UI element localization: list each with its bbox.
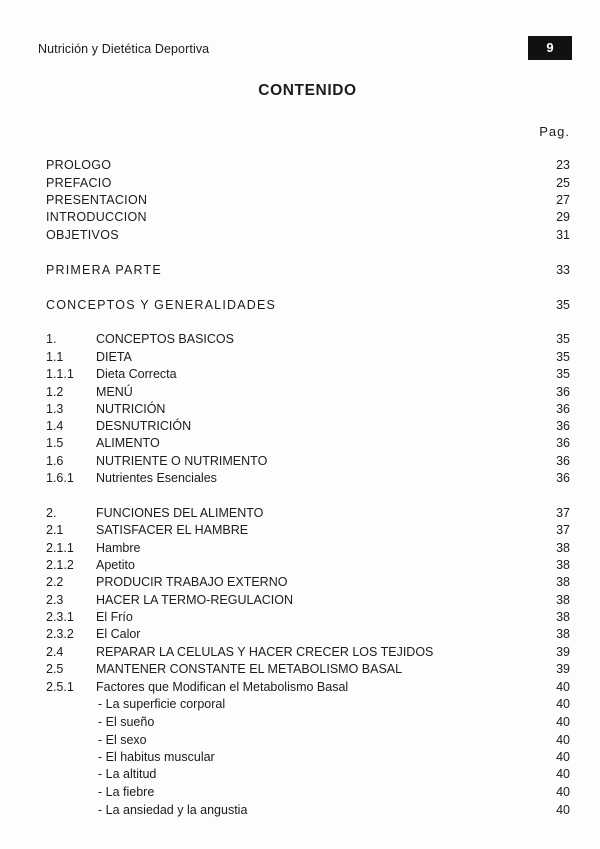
toc-entry-label: PRESENTACION <box>46 193 148 207</box>
toc-entry-label: - El sexo <box>98 733 147 747</box>
toc-entry-page: 38 <box>556 627 570 641</box>
toc-entry-number: 1.5 <box>46 436 64 450</box>
toc-entry-number: 2.4 <box>46 645 64 659</box>
toc-entry-page: 35 <box>556 332 570 346</box>
toc-entry <box>46 522 570 539</box>
toc-entry-page: 40 <box>556 750 570 764</box>
toc-entry-number: 1.2 <box>46 385 64 399</box>
toc-entry <box>46 505 570 522</box>
toc-entry <box>46 366 570 383</box>
toc-entry-label: ALIMENTO <box>96 436 160 450</box>
toc-entry-page: 40 <box>556 697 570 711</box>
toc-entry-page: 39 <box>556 662 570 676</box>
toc-entry <box>46 784 570 801</box>
toc-entry-label: PRIMERA PARTE <box>46 263 162 277</box>
toc-entry-number: 2.5 <box>46 662 64 676</box>
toc-entry <box>46 802 570 819</box>
toc-entry <box>46 453 570 470</box>
toc-entry <box>46 175 570 192</box>
toc-entry <box>46 644 570 661</box>
page-number-badge: 9 <box>528 36 572 60</box>
toc-entry <box>46 749 570 766</box>
toc-entry <box>46 679 570 696</box>
toc-entry-number: 1. <box>46 332 57 346</box>
toc-entry-number: 1.1 <box>46 350 64 364</box>
toc-entry-page: 29 <box>556 210 570 224</box>
toc-entry-label: NUTRIENTE O NUTRIMENTO <box>96 454 268 468</box>
toc-entry-number: 2.2 <box>46 575 64 589</box>
toc-entry-label: - La ansiedad y la angustia <box>98 803 248 817</box>
toc-entry <box>46 557 570 574</box>
toc-entry-page: 35 <box>556 367 570 381</box>
toc-entry <box>46 349 570 366</box>
toc-entry-label: CONCEPTOS Y GENERALIDADES <box>46 298 277 312</box>
toc-entry-page: 35 <box>556 350 570 364</box>
toc-entry <box>46 262 570 279</box>
toc-entry <box>46 331 570 348</box>
toc-entry-label: Nutrientes Esenciales <box>96 471 217 485</box>
toc-entry-label: - El sueño <box>98 715 155 729</box>
toc-entry-page: 38 <box>556 610 570 624</box>
toc-entry-number: 1.4 <box>46 419 64 433</box>
toc-entry <box>46 626 570 643</box>
toc-entry-page: 39 <box>556 645 570 659</box>
toc-entry-label: DIETA <box>96 350 132 364</box>
toc-entry-page: 31 <box>556 228 570 242</box>
toc-entry-label: INTRODUCCION <box>46 210 147 224</box>
toc-entry <box>46 227 570 244</box>
toc-entry-label: El Frío <box>96 610 133 624</box>
toc-entry-label: Hambre <box>96 541 141 555</box>
toc-entry <box>46 696 570 713</box>
toc-entry-label: CONCEPTOS BASICOS <box>96 332 234 346</box>
toc-entry-page: 35 <box>556 298 570 312</box>
toc-entry-label: REPARAR LA CELULAS Y HACER CRECER LOS TEJIDOS <box>96 645 434 659</box>
toc-entry-number: 1.6.1 <box>46 471 74 485</box>
toc-entry-label: PREFACIO <box>46 176 112 190</box>
toc-entry-label: PRODUCIR TRABAJO EXTERNO <box>96 575 288 589</box>
toc-entry-label: NUTRICIÓN <box>96 402 166 416</box>
toc-entry-page: 37 <box>556 523 570 537</box>
toc-entry-page: 36 <box>556 471 570 485</box>
toc-entry-page: 40 <box>556 680 570 694</box>
toc-entry-number: 2.5.1 <box>46 680 74 694</box>
toc-entry-page: 38 <box>556 593 570 607</box>
toc-entry-page: 27 <box>556 193 570 207</box>
toc-entry <box>46 609 570 626</box>
toc-entry-number: 1.6 <box>46 454 64 468</box>
toc-entry-number: 2.1 <box>46 523 64 537</box>
running-title: Nutrición y Dietética Deportiva <box>38 42 210 56</box>
toc-entry <box>46 192 570 209</box>
toc-entry <box>46 714 570 731</box>
toc-entry <box>46 401 570 418</box>
toc-entry <box>46 435 570 452</box>
toc-entry-number: 1.1.1 <box>46 367 74 381</box>
toc-entry-number: 2.1.2 <box>46 558 74 572</box>
toc-entry <box>46 574 570 591</box>
toc-entry-label: PROLOGO <box>46 158 112 172</box>
toc-entry <box>46 766 570 783</box>
toc-entry-page: 25 <box>556 176 570 190</box>
toc-entry-page: 36 <box>556 436 570 450</box>
toc-entry-label: OBJETIVOS <box>46 228 119 242</box>
toc-entry <box>46 661 570 678</box>
toc-entry-number: 2.3.1 <box>46 610 74 624</box>
toc-entry <box>46 732 570 749</box>
toc-entry-label: MENÚ <box>96 385 133 399</box>
toc-entry-page: 40 <box>556 767 570 781</box>
toc-entry-number: 2.1.1 <box>46 541 74 555</box>
toc-entry-label: - La fiebre <box>98 785 155 799</box>
toc-entry-page: 36 <box>556 402 570 416</box>
toc-entry-label: Apetito <box>96 558 135 572</box>
toc-entry-number: 2.3.2 <box>46 627 74 641</box>
toc-entry-page: 23 <box>556 158 570 172</box>
toc-entry-page: 33 <box>556 263 570 277</box>
toc-entry-page: 38 <box>556 558 570 572</box>
toc-entry-label: HACER LA TERMO-REGULACION <box>96 593 294 607</box>
toc-entry-label: - La altitud <box>98 767 157 781</box>
toc-entry-page: 36 <box>556 419 570 433</box>
toc-entry-number: 2.3 <box>46 593 64 607</box>
toc-entry-number: 1.3 <box>46 402 64 416</box>
toc-entry-label: Factores que Modifican el Metabolismo Basal <box>96 680 349 694</box>
toc-entry-page: 40 <box>556 733 570 747</box>
toc-entry-page: 37 <box>556 506 570 520</box>
toc-entry <box>46 418 570 435</box>
toc-entry-page: 38 <box>556 575 570 589</box>
toc-entry <box>46 157 570 174</box>
toc-entry-page: 36 <box>556 385 570 399</box>
toc-entry <box>46 470 570 487</box>
toc-entry-label: MANTENER CONSTANTE EL METABOLISMO BASAL <box>96 662 403 676</box>
toc-entry-page: 36 <box>556 454 570 468</box>
toc-entry-label: SATISFACER EL HAMBRE <box>96 523 249 537</box>
toc-entry-page: 40 <box>556 715 570 729</box>
page-column-label: Pag. <box>539 124 570 139</box>
toc-entry-page: 38 <box>556 541 570 555</box>
toc-entry-page: 40 <box>556 785 570 799</box>
toc-entry-page: 40 <box>556 803 570 817</box>
toc-entry-number: 2. <box>46 506 57 520</box>
toc-entry <box>46 209 570 226</box>
toc-entry-label: - La superficie corporal <box>98 697 226 711</box>
toc-entry-label: DESNUTRICIÓN <box>96 419 192 433</box>
toc-entry <box>46 297 570 314</box>
toc-entry-label: Dieta Correcta <box>96 367 177 381</box>
toc-entry <box>46 384 570 401</box>
toc-entry <box>46 540 570 557</box>
page-title: CONTENIDO <box>258 82 357 99</box>
toc-entry-label: - El habitus muscular <box>98 750 215 764</box>
toc-entry-label: El Calor <box>96 627 141 641</box>
toc-entry-label: FUNCIONES DEL ALIMENTO <box>96 506 264 520</box>
toc-entry <box>46 592 570 609</box>
